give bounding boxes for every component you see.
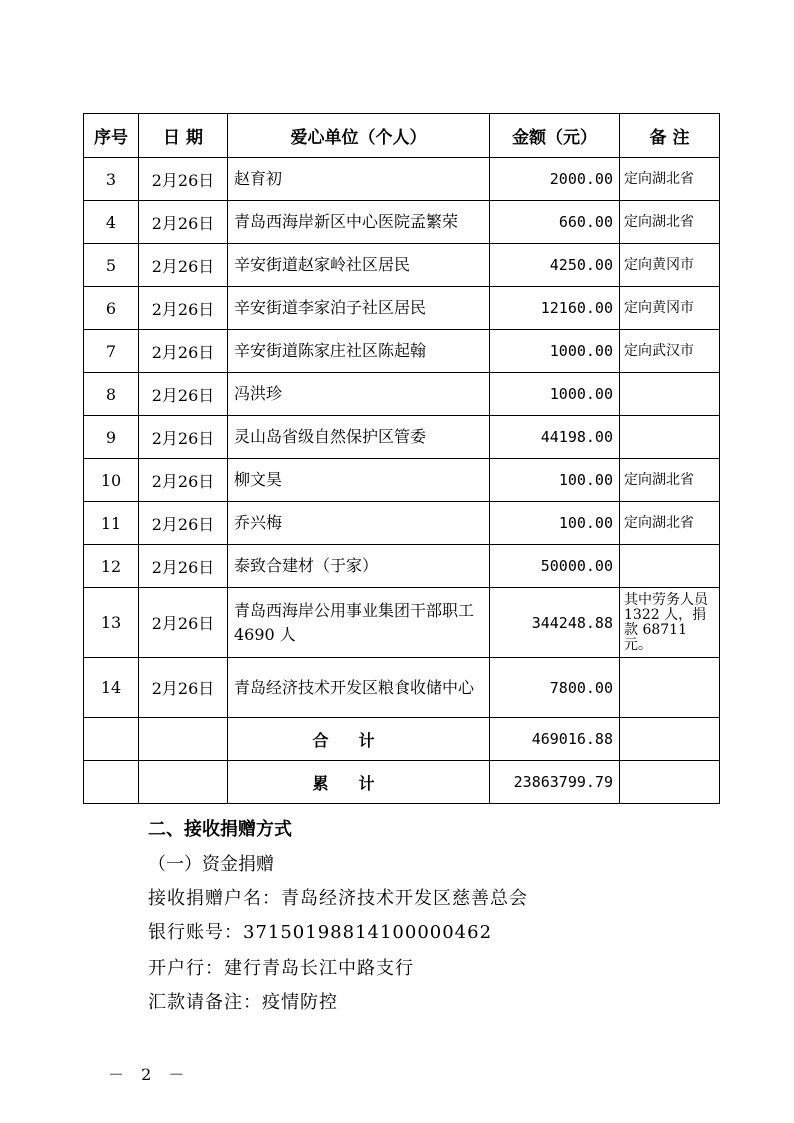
cell-index: 10 xyxy=(84,459,139,502)
total-amount: 469016.88 xyxy=(490,718,620,761)
table-row xyxy=(84,459,720,502)
cell-donor: 辛安街道李家泊子社区居民 xyxy=(228,287,490,330)
cell-note xyxy=(620,658,720,718)
cell-note: 定向黄冈市 xyxy=(620,287,720,330)
cell-date: 2月26日 xyxy=(139,545,228,588)
cell-index: 12 xyxy=(84,545,139,588)
cell-note: 定向湖北省 xyxy=(620,459,720,502)
cell-donor: 青岛西海岸公用事业集团干部职工 4690 人 xyxy=(228,588,490,658)
cumulative-empty-index xyxy=(84,761,139,804)
cell-donor: 柳文昊 xyxy=(228,459,490,502)
cell-index: 5 xyxy=(84,244,139,287)
header-amount: 金额（元） xyxy=(490,114,620,158)
cell-date: 2月26日 xyxy=(139,244,228,287)
cell-date: 2月26日 xyxy=(139,158,228,201)
cell-amount: 100.00 xyxy=(490,502,620,545)
cell-amount: 12160.00 xyxy=(490,287,620,330)
cell-amount: 2000.00 xyxy=(490,158,620,201)
table-row xyxy=(84,244,720,287)
cell-donor: 冯洪珍 xyxy=(228,373,490,416)
cell-amount: 660.00 xyxy=(490,201,620,244)
cell-note: 定向湖北省 xyxy=(620,502,720,545)
cumulative-label: 累计 xyxy=(228,761,490,804)
cell-note: 其中劳务人员 1322 人，捐款 68711 元。 xyxy=(620,588,720,658)
cell-index: 11 xyxy=(84,502,139,545)
table-body xyxy=(84,158,720,804)
cell-note xyxy=(620,416,720,459)
table-header-row xyxy=(84,114,720,158)
remittance-note-line: 汇款请备注：疫情防控 xyxy=(148,992,338,1013)
cell-amount: 1000.00 xyxy=(490,330,620,373)
cell-note: 定向武汉市 xyxy=(620,330,720,373)
cell-amount: 100.00 xyxy=(490,459,620,502)
cell-index: 7 xyxy=(84,330,139,373)
cell-date: 2月26日 xyxy=(139,658,228,718)
bank-line: 开户行：建行青岛长江中路支行 xyxy=(148,958,414,979)
cell-date: 2月26日 xyxy=(139,287,228,330)
cumulative-empty-note xyxy=(620,761,720,804)
cell-note: 定向湖北省 xyxy=(620,158,720,201)
total-label: 合计 xyxy=(228,718,490,761)
account-name-line: 接收捐赠户名：青岛经济技术开发区慈善总会 xyxy=(148,888,528,909)
cell-date: 2月26日 xyxy=(139,201,228,244)
account-number-line: 银行账号：37150198814100000462 xyxy=(148,922,493,943)
cell-donor: 辛安街道赵家岭社区居民 xyxy=(228,244,490,287)
cell-index: 3 xyxy=(84,158,139,201)
cell-donor: 泰致合建材（于家） xyxy=(228,545,490,588)
table-row xyxy=(84,416,720,459)
cell-note xyxy=(620,373,720,416)
cell-amount: 44198.00 xyxy=(490,416,620,459)
cell-amount: 4250.00 xyxy=(490,244,620,287)
donation-table xyxy=(83,113,720,804)
table-row xyxy=(84,588,720,658)
cell-note: 定向黄冈市 xyxy=(620,244,720,287)
table-row xyxy=(84,287,720,330)
table-row xyxy=(84,158,720,201)
cell-date: 2月26日 xyxy=(139,330,228,373)
total-empty-index xyxy=(84,718,139,761)
cell-index: 9 xyxy=(84,416,139,459)
cell-amount: 344248.88 xyxy=(490,588,620,658)
cell-index: 4 xyxy=(84,201,139,244)
cumulative-empty-date xyxy=(139,761,228,804)
header-donor: 爱心单位（个人） xyxy=(228,114,490,158)
cell-date: 2月26日 xyxy=(139,373,228,416)
table-row xyxy=(84,502,720,545)
header-note: 备 注 xyxy=(620,114,720,158)
cell-amount: 1000.00 xyxy=(490,373,620,416)
cell-date: 2月26日 xyxy=(139,416,228,459)
cell-amount: 7800.00 xyxy=(490,658,620,718)
cell-donor: 灵山岛省级自然保护区管委 xyxy=(228,416,490,459)
cumulative-row xyxy=(84,761,720,804)
section-title: 二、接收捐赠方式 xyxy=(148,819,292,840)
header-date: 日 期 xyxy=(139,114,228,158)
cell-index: 8 xyxy=(84,373,139,416)
section-subtitle: （一）资金捐赠 xyxy=(148,854,274,875)
page-number: － 2 － xyxy=(108,1065,191,1084)
cell-donor: 青岛经济技术开发区粮食收储中心 xyxy=(228,658,490,718)
donation-table-container xyxy=(83,113,719,804)
cell-note xyxy=(620,545,720,588)
cell-note: 定向湖北省 xyxy=(620,201,720,244)
cell-date: 2月26日 xyxy=(139,502,228,545)
cell-index: 14 xyxy=(84,658,139,718)
total-row xyxy=(84,718,720,761)
cell-donor: 乔兴梅 xyxy=(228,502,490,545)
cell-donor: 青岛西海岸新区中心医院孟繁荣 xyxy=(228,201,490,244)
cell-index: 6 xyxy=(84,287,139,330)
table-row xyxy=(84,658,720,718)
cell-amount: 50000.00 xyxy=(490,545,620,588)
table-row xyxy=(84,545,720,588)
header-index: 序号 xyxy=(84,114,139,158)
cell-date: 2月26日 xyxy=(139,588,228,658)
cumulative-amount: 23863799.79 xyxy=(490,761,620,804)
table-row xyxy=(84,330,720,373)
total-empty-date xyxy=(139,718,228,761)
cell-date: 2月26日 xyxy=(139,459,228,502)
cell-index: 13 xyxy=(84,588,139,658)
total-empty-note xyxy=(620,718,720,761)
cell-donor: 赵育初 xyxy=(228,158,490,201)
table-row xyxy=(84,201,720,244)
cell-donor: 辛安街道陈家庄社区陈起翰 xyxy=(228,330,490,373)
table-row xyxy=(84,373,720,416)
